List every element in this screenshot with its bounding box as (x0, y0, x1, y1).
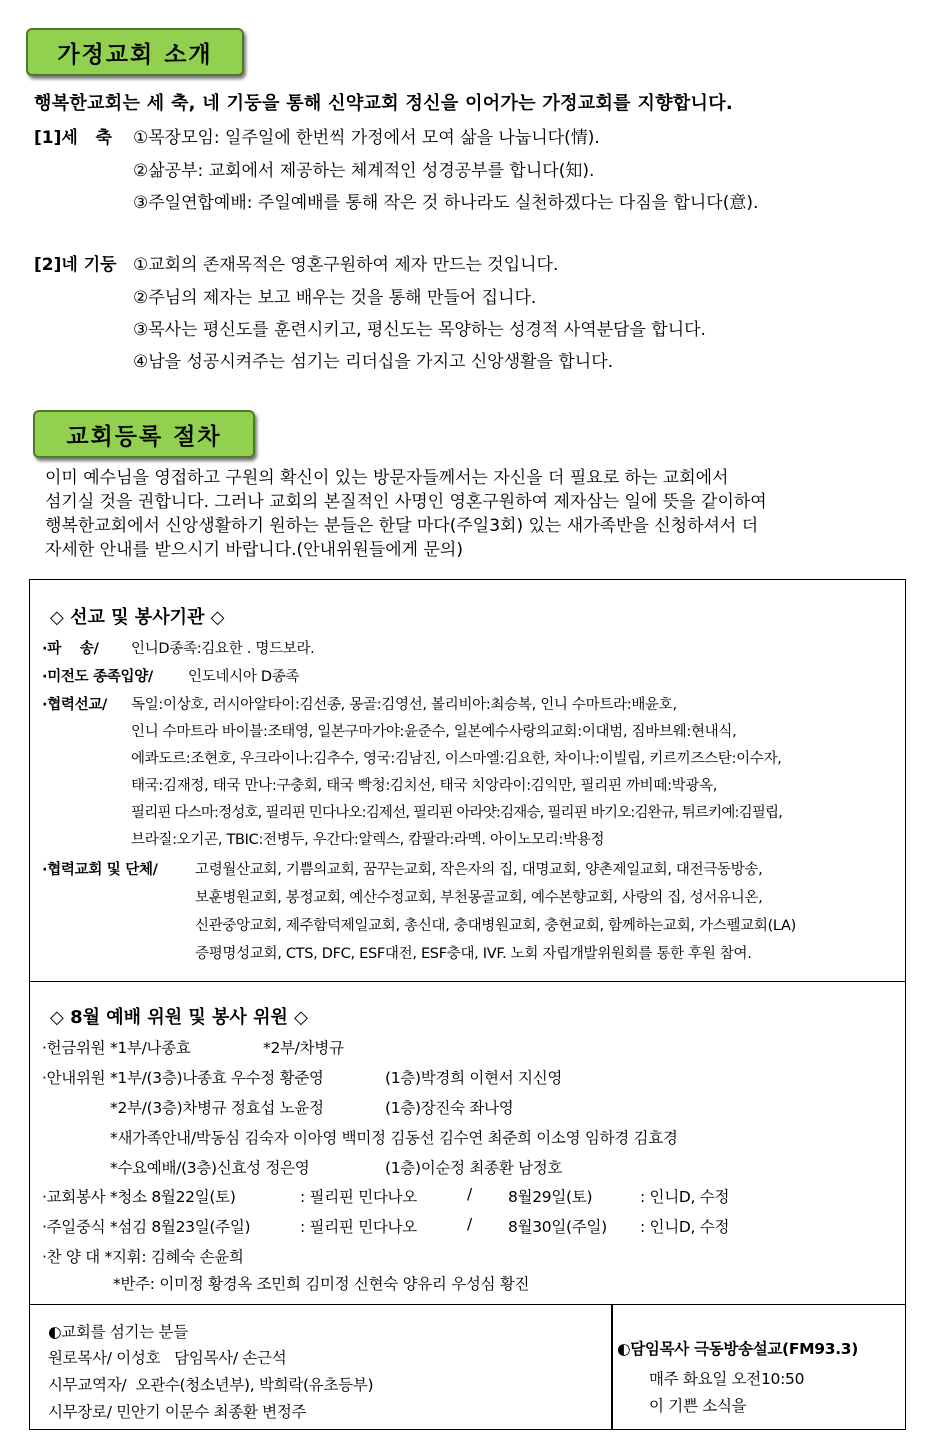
service-cleaning-team: : 필리핀 민다나오 (300, 1188, 417, 1206)
axis-item: ①목장모임: 일주일에 한번씩 가정에서 모여 삶을 나눕니다(情). (133, 128, 600, 148)
axis-item: ③주일연합예배: 주일예배를 통해 작은 것 하나라도 실천하겠다는 다짐을 합니다(意). (133, 193, 759, 213)
usher-line-2: (1층)박경희 이현서 지신영 (385, 1069, 563, 1087)
dispatch-label: ·파 송/ (42, 641, 99, 657)
offering-committee-2: *2부/차병규 (263, 1039, 344, 1057)
usher-line: ·안내위원 *1부/(3층)나종효 우수정 황준영 (42, 1069, 324, 1087)
axis-item: ②삶공부: 교회에서 제공하는 체계적인 성경공부를 합니다(知). (133, 161, 595, 181)
usher-line: *2부/(3층)차병규 정효섭 노윤정 (110, 1099, 324, 1117)
service-separator: / (467, 1185, 472, 1203)
offering-committee: ·헌금위원 *1부/나종효 (42, 1039, 191, 1057)
registration-paragraph-line: 행복한교회에서 신앙생활하기 원하는 분들은 한달 마다(주일3회) 있는 새가족반을 신청하셔서 더 (45, 516, 759, 536)
dispatch-value: 인니D종족:김요한 . 명드보라. (131, 641, 315, 657)
pillar-item: ③목사는 평신도를 훈련시키고, 평신도는 목양하는 성경적 사역분담을 합니다. (133, 320, 706, 340)
registration-paragraph-line: 섬기실 것을 권합니다. 그러나 교회의 본질적인 사명인 영혼구원하여 제자삼는 일에 뜻을 같이하여 (45, 492, 767, 512)
partner-line: 태국:김재정, 태국 만나:구충회, 태국 빡청:김치선, 태국 치앙라이:김익만, 필리핀 까비떼:박광옥, (131, 778, 718, 794)
registration-paragraph-line: 자세한 안내를 받으시기 바랍니다.(안내위원들에게 문의) (45, 540, 463, 560)
staff-line: 원로목사/ 이성호 담임목사/ 손근석 (48, 1349, 287, 1367)
broadcast-time: 매주 화요일 오전10:50 (649, 1370, 805, 1388)
partner-line: 필리핀 다스마:정성호, 필리핀 민다나오:김제선, 필리핀 아라얏:김재승, 필리핀 바기오:김완규, 튀르키예:김필립, (131, 805, 783, 821)
service-cleaning-team2: : 인니D, 수정 (640, 1188, 730, 1206)
org-line: 고령월산교회, 기쁨의교회, 꿈꾸는교회, 작은자의 집, 대명교회, 양촌제일교회, 대전극동방송, (195, 862, 763, 878)
partner-line: 에콰도르:조현호, 우크라이나:김추수, 영국:김남진, 이스마엘:김요한, 차이나:이빌립, 키르끼즈스탄:이수자, (131, 751, 782, 767)
service-cleaning: ·교회봉사 *청소 8월22일(토) (42, 1188, 236, 1206)
newcomer-guide-line: *새가족안내/박동심 김숙자 이아영 백미정 김동선 김수연 최준희 이소영 임하경 김효경 (110, 1129, 678, 1147)
unreached-value: 인도네시아 D종족 (188, 669, 300, 685)
org-line: 증평명성교회, CTS, DFC, ESF대전, ESF충대, IVF. 노회 자립개발위원회를 통한 후원 참여. (195, 946, 752, 962)
service-separator: / (467, 1215, 472, 1233)
staff-title: ◐교회를 섬기는 분들 (48, 1323, 188, 1341)
broadcast-title: ◐담임목사 극동방송설교(FM93.3) (617, 1340, 859, 1358)
august-title: ◇ 8월 예배 위원 및 봉사 위원 ◇ (50, 1007, 308, 1028)
partner-line: 인니 수마트라 바이블:조태영, 일본구마가야:윤준수, 일본예수사랑의교회:이대범, 짐바브웨:현내식, (131, 724, 737, 740)
staff-line: 시무교역자/ 오관수(청소년부), 박희락(유초등부) (48, 1376, 374, 1394)
partners-label: ·협력선교/ (42, 697, 108, 713)
pillar-item: ①교회의 존재목적은 영혼구원하여 제자 만드는 것입니다. (133, 255, 559, 275)
service-lunch-team: : 필리핀 민다나오 (300, 1218, 417, 1236)
org-line: 보훈병원교회, 봉정교회, 예산수정교회, 부천몽골교회, 예수본향교회, 사랑의 집, 성서유니온, (195, 890, 763, 906)
usher-line-2: (1층)장진숙 좌나영 (385, 1099, 514, 1117)
service-lunch-team2: : 인니D, 수정 (640, 1218, 730, 1236)
service-cleaning-date2: 8월29일(토) (508, 1188, 593, 1206)
partner-line: 브라질:오기곤, TBIC:전병두, 우간다:알렉스, 캄팔라:라멕. 아이노모리:박용정 (131, 832, 605, 848)
unreached-label: ·미전도 종족입양/ (42, 669, 153, 685)
orgs-label: ·협력교회 및 단체/ (42, 862, 158, 878)
wednesday-line: *수요예배/(3층)신효성 정은영 (110, 1159, 310, 1177)
service-lunch-date2: 8월30일(주일) (508, 1218, 607, 1236)
missions-title: ◇ 선교 및 봉사기관 ◇ (50, 607, 225, 628)
service-lunch: ·주일중식 *섬김 8월23일(주일) (42, 1218, 251, 1236)
section-title-home-church: 가정교회 소개 (26, 28, 244, 76)
home-church-lead: 행복한교회는 세 축, 네 기둥을 통해 신약교회 정신을 이어가는 가정교회를 지향합니다. (34, 93, 734, 114)
pillar-item: ②주님의 제자는 보고 배우는 것을 통해 만들어 집니다. (133, 288, 537, 308)
pillars-label: [2]네 기둥 (34, 255, 117, 275)
wednesday-line-2: (1층)이순정 최종환 남정호 (385, 1159, 563, 1177)
axes-label: [1]세 축 (34, 128, 112, 148)
pillar-item: ④남을 성공시켜주는 섬기는 리더십을 가지고 신앙생활을 합니다. (133, 352, 614, 372)
org-line: 신관중앙교회, 제주함덕제일교회, 총신대, 충대병원교회, 충현교회, 함께하는교회, 가스펠교회(LA) (195, 918, 797, 934)
choir-conductor: ·찬 양 대 *지휘: 김혜숙 손윤희 (42, 1248, 244, 1266)
staff-line: 시무장로/ 민안기 이문수 최종환 변정주 (48, 1403, 307, 1421)
section-title-registration: 교회등록 절차 (33, 410, 255, 458)
registration-paragraph-line: 이미 예수님을 영접하고 구원의 확신이 있는 방문자들께서는 자신을 더 필요로 하는 교회에서 (45, 468, 729, 488)
partner-line: 독일:이상호, 러시아알타이:김선종, 몽골:김영선, 볼리비아:최승복, 인니 수마트라:배윤호, (131, 697, 677, 713)
broadcast-program: 이 기쁜 소식을 (649, 1397, 747, 1415)
choir-accompanist: *반주: 이미정 황경옥 조민희 김미정 신현숙 양유리 우성심 황진 (113, 1275, 530, 1293)
